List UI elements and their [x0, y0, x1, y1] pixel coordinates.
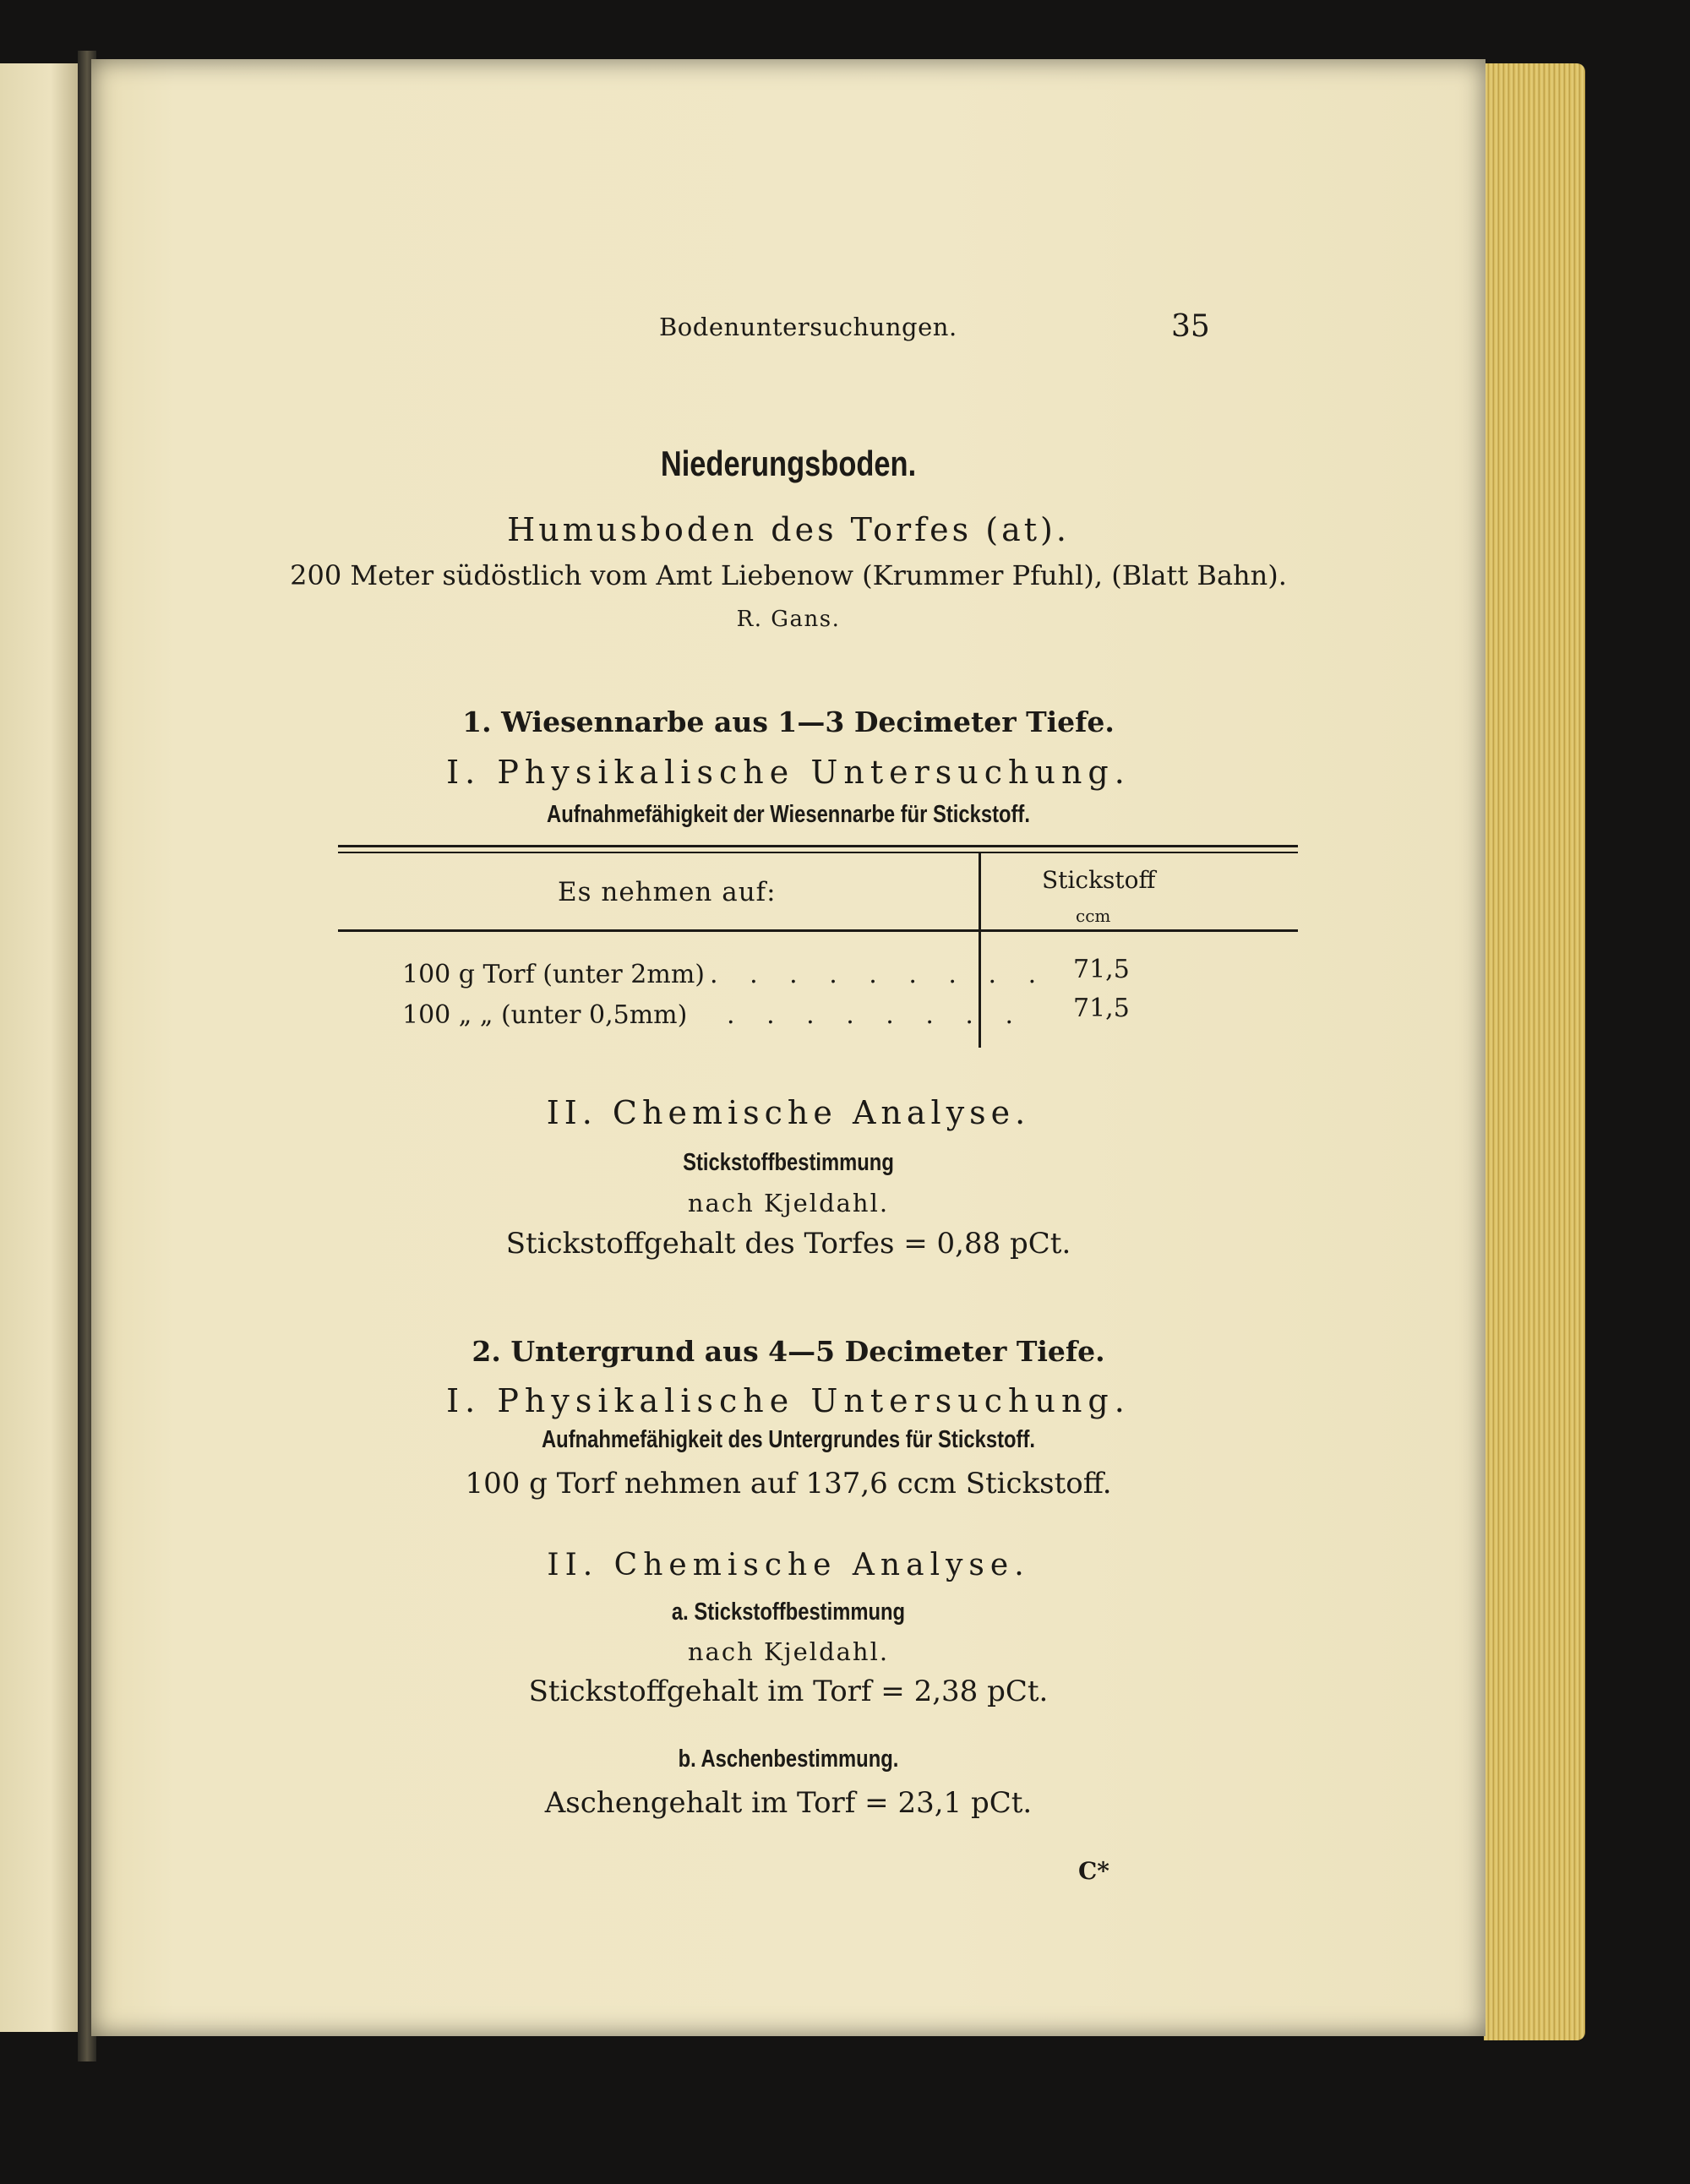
- part1-nitrogen-caption: Stickstoffbestimmung: [683, 1149, 894, 1176]
- location-line: 200 Meter südöstlich vom Amt Liebenow (Krummer Pfuhl), (Blatt Bahn).: [290, 559, 1287, 591]
- signature-mark: C*: [1078, 1857, 1109, 1885]
- book-page: [91, 59, 1486, 2036]
- page-number: 35: [1171, 309, 1210, 344]
- part2-physical-result: 100 g Torf nehmen auf 137,6 ccm Stickstoff.: [465, 1467, 1112, 1500]
- table-header-left: Es nehmen auf:: [558, 877, 777, 907]
- part2-method: nach Kjeldahl.: [687, 1637, 890, 1666]
- part1-chemical-heading: II. Chemische Analyse.: [546, 1094, 1031, 1131]
- part2-chemical-heading: II. Chemische Analyse.: [547, 1548, 1030, 1582]
- part2-ash-result: Aschengehalt im Torf = 23,1 pCt.: [544, 1786, 1033, 1820]
- part1-result: Stickstoffgehalt des Torfes = 0,88 pCt.: [505, 1227, 1071, 1261]
- part2-physical-heading: I. Physikalische Untersuchung.: [446, 1382, 1131, 1419]
- part2-ash-caption: b. Aschenbestimmung.: [678, 1746, 899, 1773]
- table-row-1-dots: . . . . . . . . .: [710, 960, 1049, 989]
- page-edges: [1484, 63, 1585, 2040]
- left-page-edge: [0, 63, 84, 2032]
- table-rule-top: [338, 845, 1298, 847]
- running-header: Bodenuntersuchungen.: [659, 313, 957, 341]
- table-row-1-value: 71,5: [1073, 955, 1130, 984]
- subtitle: Humusboden des Torfes (at).: [507, 511, 1070, 548]
- table-rule-top-inner: [338, 852, 1298, 853]
- author: R. Gans.: [736, 607, 841, 632]
- part2-caption: Aufnahmefähigkeit des Untergrundes für Stickstoff.: [541, 1426, 1035, 1453]
- part1-physical-heading: I. Physikalische Untersuchung.: [446, 754, 1131, 791]
- table-row-1-label: 100 g Torf (unter 2mm): [402, 960, 705, 989]
- table-header-unit: ccm: [1076, 906, 1111, 926]
- table-rule-mid: [338, 929, 1298, 932]
- part1-method: nach Kjeldahl.: [687, 1189, 890, 1217]
- part2-nitrogen-caption: a. Stickstoffbestimmung: [671, 1599, 906, 1626]
- table-header-right: Stickstoff: [1042, 866, 1156, 894]
- part1-heading: 1. Wiesennarbe aus 1—3 Decimeter Tiefe.: [462, 705, 1115, 738]
- section-heading: Niederungsboden.: [660, 444, 917, 483]
- table-caption: Aufnahmefähigkeit der Wiesennarbe für Stickstoff.: [547, 801, 1030, 828]
- part2-heading: 2. Untergrund aus 4—5 Decimeter Tiefe.: [472, 1335, 1105, 1368]
- table-row-2-dots: . . . . . . . .: [727, 1000, 1026, 1030]
- table-row-2-label: 100 „ „ (unter 0,5mm): [402, 1000, 688, 1030]
- table-row-2-value: 71,5: [1073, 994, 1130, 1023]
- part2-nitrogen-result: Stickstoffgehalt im Torf = 2,38 pCt.: [528, 1675, 1049, 1708]
